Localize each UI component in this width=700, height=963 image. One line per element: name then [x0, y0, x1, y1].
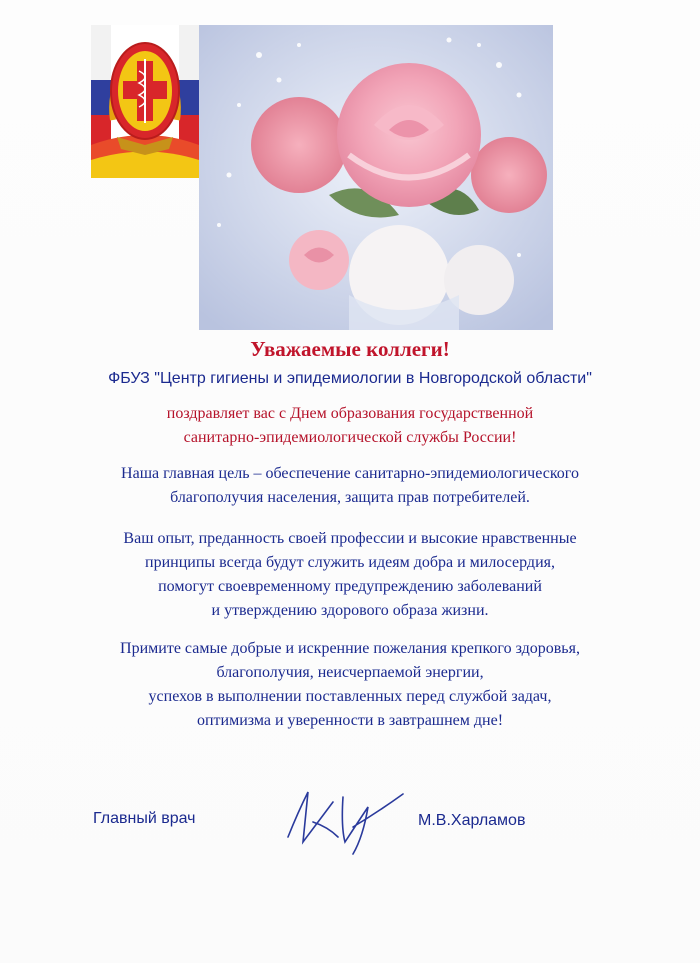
paragraph-line: Ваш опыт, преданность своей профессии и высокие нравственные: [123, 530, 577, 547]
signatory-title: Главный врач: [93, 810, 196, 827]
organization-name: ФБУЗ "Центр гигиены и эпидемиологии в Новгородской области": [108, 370, 592, 387]
paragraph-line: Наша главная цель – обеспечение санитарно-эпидемиологического: [121, 465, 579, 482]
paragraph-wishes: [0, 637, 700, 733]
paragraph-line: принципы всегда будут служить идеям добра и милосердия,: [145, 554, 555, 571]
paragraph-goal: [0, 462, 700, 510]
paragraph-line: благополучия, неисчерпаемой энергии,: [216, 664, 484, 681]
paragraph-line: успехов в выполнении поставленных перед службой задач,: [148, 688, 552, 705]
congrats-line: санитарно-эпидемиологической службы России!: [183, 429, 517, 446]
signatory-name: М.В.Харламов: [418, 812, 526, 829]
paragraph-line: Примите самые добрые и искренние пожелания крепкого здоровья,: [120, 640, 580, 657]
greeting-heading: Уважаемые коллеги!: [250, 337, 450, 361]
flower-bouquet-image: [199, 25, 553, 330]
paragraph-line: и утверждению здорового образа жизни.: [211, 602, 489, 619]
paragraph-line: благополучия населения, защита прав потребителей.: [170, 489, 530, 506]
medical-emblem-icon: [91, 25, 199, 178]
paragraph-line: оптимизма и уверенности в завтрашнем дне!: [196, 712, 504, 729]
congratulation-text: [0, 402, 700, 450]
handwritten-signature: [283, 782, 408, 857]
paragraph-experience: [0, 527, 700, 623]
congrats-line: поздравляет вас с Днем образования государственной: [166, 405, 534, 422]
paragraph-line: помогут своевременному предупреждению заболеваний: [158, 578, 542, 595]
